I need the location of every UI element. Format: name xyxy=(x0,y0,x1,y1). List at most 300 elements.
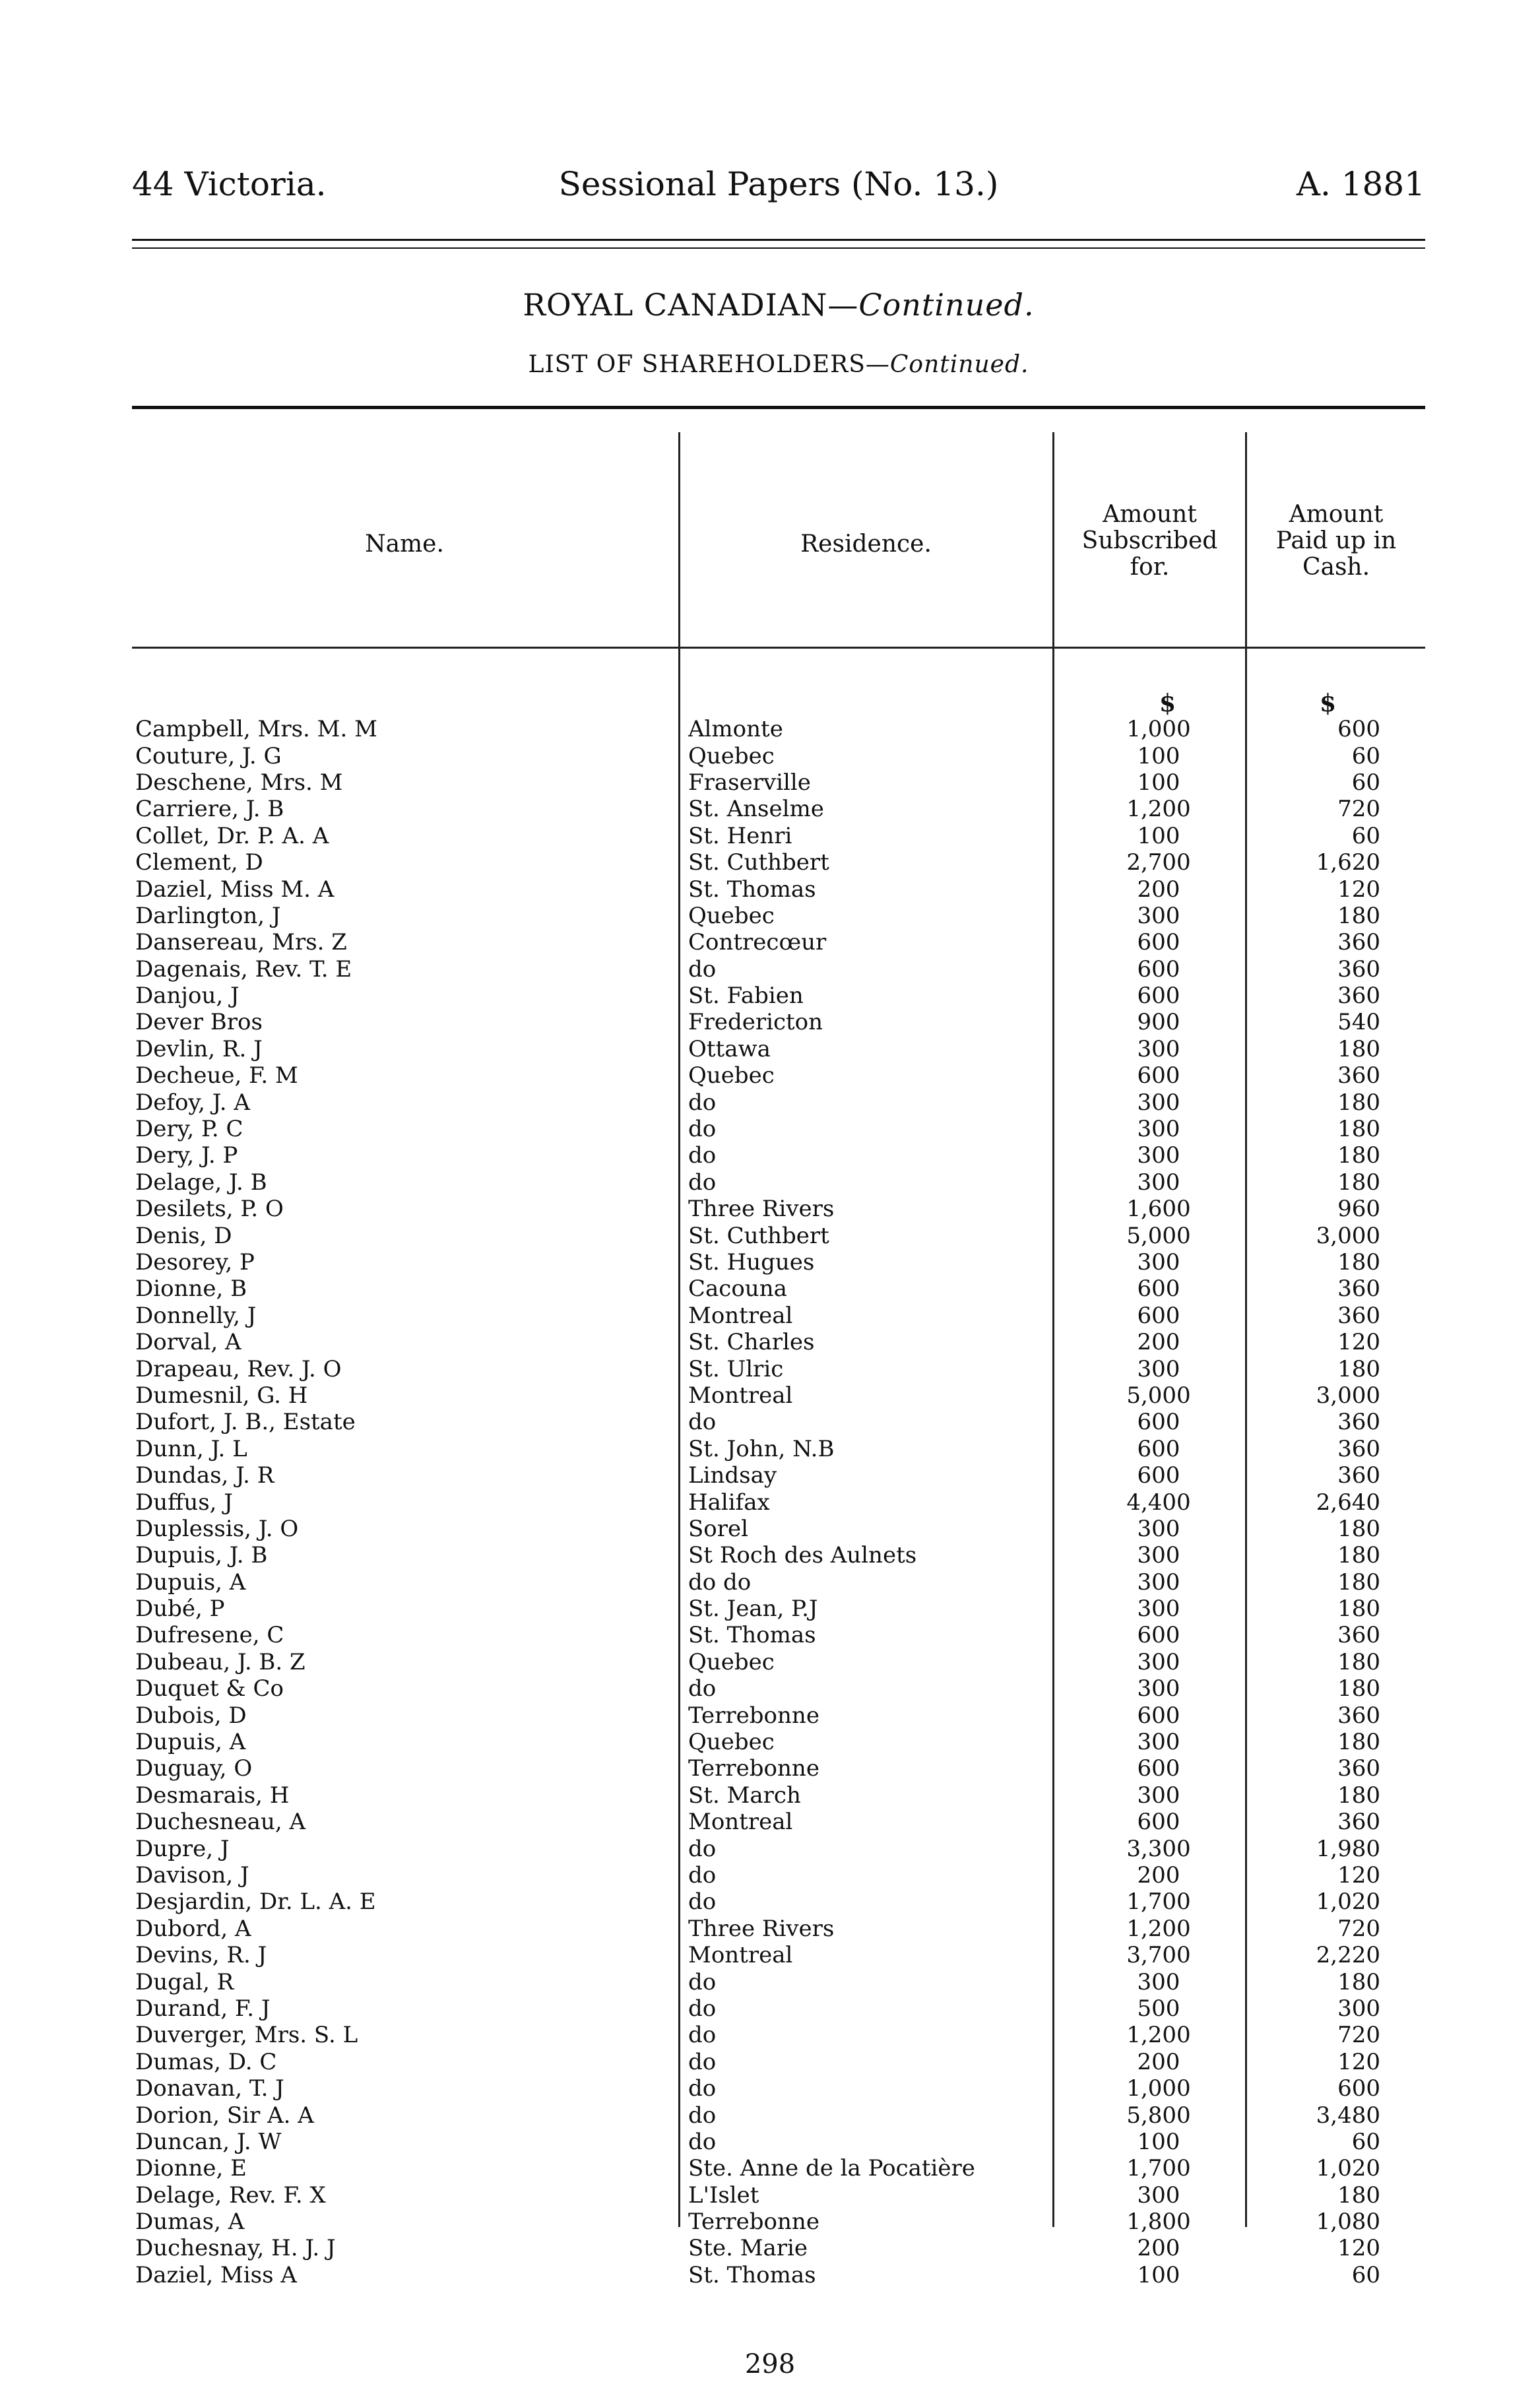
shareholder-name: Desilets, P. O xyxy=(135,1196,284,1223)
table-row xyxy=(132,2235,1380,2261)
amount-paid: 180 xyxy=(1337,1249,1380,1276)
table-row xyxy=(132,1303,1380,1329)
amount-subscribed: 600 xyxy=(1137,1462,1180,1489)
table-row xyxy=(132,1089,1380,1115)
table-row xyxy=(132,1835,1380,1861)
shareholders-table-body xyxy=(132,716,1380,2288)
table-row xyxy=(132,1222,1380,1248)
shareholder-residence: do xyxy=(688,955,717,983)
amount-paid: 1,620 xyxy=(1316,849,1380,876)
shareholder-name: Duchesnay, H. J. J xyxy=(135,2235,336,2262)
shareholder-residence: L'Islet xyxy=(688,2181,759,2209)
amount-subscribed: 200 xyxy=(1137,1861,1180,1889)
subscribed-header-line2: Subscribed xyxy=(1081,527,1218,554)
shareholder-name: Clement, D xyxy=(135,849,263,876)
amount-paid: 1,080 xyxy=(1316,2209,1380,2236)
amount-subscribed: 100 xyxy=(1137,2128,1180,2155)
amount-subscribed: 300 xyxy=(1137,1116,1180,1143)
shareholder-name: Dionne, E xyxy=(135,2155,247,2182)
amount-subscribed: 300 xyxy=(1137,1648,1180,1675)
amount-paid: 120 xyxy=(1337,2048,1380,2075)
shareholder-residence: Quebec xyxy=(688,1648,775,1675)
amount-subscribed: 300 xyxy=(1137,1782,1180,1809)
shareholder-residence: do xyxy=(688,1835,717,1862)
shareholder-name: Duverger, Mrs. S. L xyxy=(135,2022,358,2049)
shareholder-name: Dionne, B xyxy=(135,1276,247,1303)
shareholder-residence: Ste. Anne de la Pocatière xyxy=(688,2155,975,2182)
shareholder-residence: Three Rivers xyxy=(688,1196,835,1223)
table-row xyxy=(132,956,1380,983)
column-header-subscribed xyxy=(1054,501,1245,581)
shareholder-name: Delage, J. B xyxy=(135,1169,267,1196)
shareholder-residence: St. Fabien xyxy=(688,983,804,1010)
shareholder-residence: St. Cuthbert xyxy=(688,849,829,876)
amount-subscribed: 600 xyxy=(1137,983,1180,1010)
shareholder-residence: St. John, N.B xyxy=(688,1435,835,1462)
amount-subscribed: 1,600 xyxy=(1126,1196,1191,1223)
shareholder-residence: do do xyxy=(688,1568,752,1596)
shareholder-residence: St. Henri xyxy=(688,822,792,849)
table-row xyxy=(132,1009,1380,1035)
table-row xyxy=(132,1116,1380,1142)
amount-subscribed: 1,700 xyxy=(1126,1889,1191,1916)
amount-subscribed: 600 xyxy=(1137,1276,1180,1303)
amount-paid: 60 xyxy=(1351,2261,1380,2288)
shareholder-residence: Montreal xyxy=(688,1382,793,1409)
amount-subscribed: 600 xyxy=(1137,1062,1180,1089)
shareholder-name: Donnelly, J xyxy=(135,1302,257,1329)
table-row xyxy=(132,2049,1380,2075)
shareholder-name: Darlington, J xyxy=(135,902,281,929)
shareholder-name: Dagenais, Rev. T. E xyxy=(135,955,352,983)
amount-paid: 720 xyxy=(1337,2022,1380,2049)
shareholder-name: Dumas, A xyxy=(135,2209,245,2236)
header-sessional-papers: Sessional Papers (No. 13.) xyxy=(558,165,999,203)
amount-paid: 180 xyxy=(1337,1116,1380,1143)
amount-paid: 360 xyxy=(1337,955,1380,983)
amount-subscribed: 500 xyxy=(1137,1995,1180,2022)
shareholder-residence: St. Ulric xyxy=(688,1355,784,1382)
shareholder-name: Dubois, D xyxy=(135,1702,247,1729)
table-row xyxy=(132,1862,1380,1889)
table-row xyxy=(132,849,1380,876)
amount-subscribed: 4,400 xyxy=(1126,1489,1191,1516)
page-title: ROYAL CANADIAN—Continued. xyxy=(523,287,1035,323)
amount-paid: 360 xyxy=(1337,1755,1380,1782)
amount-paid: 720 xyxy=(1337,1915,1380,1942)
shareholder-residence: Montreal xyxy=(688,1302,793,1329)
amount-subscribed: 5,000 xyxy=(1126,1222,1191,1249)
shareholder-name: Duffus, J xyxy=(135,1489,233,1516)
amount-paid: 180 xyxy=(1337,1515,1380,1542)
shareholder-name: Dorion, Sir A. A xyxy=(135,2102,314,2129)
shareholder-name: Decheue, F. M xyxy=(135,1062,298,1089)
paid-header-line3: Cash. xyxy=(1302,554,1370,581)
amount-subscribed: 200 xyxy=(1137,2235,1180,2262)
amount-subscribed: 3,700 xyxy=(1126,1942,1191,1969)
shareholder-name: Denis, D xyxy=(135,1222,232,1249)
paid-header-line2: Paid up in xyxy=(1275,527,1397,554)
table-row xyxy=(132,769,1380,796)
amount-paid: 540 xyxy=(1337,1009,1380,1036)
shareholder-name: Defoy, J. A xyxy=(135,1089,250,1116)
amount-paid: 720 xyxy=(1337,796,1380,823)
amount-subscribed: 300 xyxy=(1137,2181,1180,2209)
table-row xyxy=(132,1649,1380,1675)
header-body-rule xyxy=(132,647,1425,649)
shareholder-name: Dupre, J xyxy=(135,1835,230,1862)
table-row xyxy=(132,983,1380,1009)
shareholder-residence: Fredericton xyxy=(688,1009,823,1036)
amount-subscribed: 5,800 xyxy=(1126,2102,1191,2129)
shareholder-residence: St. Cuthbert xyxy=(688,1222,829,1249)
amount-subscribed: 100 xyxy=(1137,742,1180,769)
table-row xyxy=(132,1542,1380,1568)
shareholder-residence: St. Thomas xyxy=(688,876,816,903)
amount-subscribed: 600 xyxy=(1137,1809,1180,1836)
shareholder-residence: do xyxy=(688,1675,717,1702)
table-row xyxy=(132,1489,1380,1515)
currency-subscribed: $ xyxy=(1159,690,1176,717)
page-subtitle: LIST OF SHAREHOLDERS—Continued. xyxy=(528,351,1029,378)
amount-paid: 600 xyxy=(1337,716,1380,743)
header-year: A. 1881 xyxy=(1296,165,1425,203)
shareholder-residence: do xyxy=(688,2022,717,2049)
amount-paid: 120 xyxy=(1337,1861,1380,1889)
shareholder-name: Deschene, Mrs. M xyxy=(135,769,343,796)
shareholder-residence: St. Anselme xyxy=(688,796,824,823)
shareholder-name: Dunn, J. L xyxy=(135,1435,247,1462)
shareholder-name: Donavan, T. J xyxy=(135,2075,284,2102)
amount-paid: 60 xyxy=(1351,822,1380,849)
shareholder-name: Desmarais, H xyxy=(135,1782,290,1809)
amount-subscribed: 1,800 xyxy=(1126,2209,1191,2236)
amount-subscribed: 200 xyxy=(1137,1329,1180,1356)
table-row xyxy=(132,1436,1380,1462)
shareholder-name: Desorey, P xyxy=(135,1249,255,1276)
shareholder-residence: do xyxy=(688,1409,717,1436)
shareholder-residence: St. Hugues xyxy=(688,1249,815,1276)
shareholder-residence: Quebec xyxy=(688,1062,775,1089)
column-header-paid xyxy=(1247,501,1425,581)
shareholder-name: Devlin, R. J xyxy=(135,1035,263,1062)
table-row xyxy=(132,1622,1380,1648)
shareholder-name: Dupuis, A xyxy=(135,1568,246,1596)
amount-paid: 1,020 xyxy=(1316,1889,1380,1916)
amount-subscribed: 600 xyxy=(1137,1302,1180,1329)
amount-paid: 180 xyxy=(1337,1035,1380,1062)
table-row xyxy=(132,2181,1380,2208)
shareholder-residence: St. Thomas xyxy=(688,2261,816,2288)
subtitle-suffix: Continued. xyxy=(889,351,1029,378)
shareholder-residence: St Roch des Aulnets xyxy=(688,1542,917,1569)
shareholder-residence: Cacouna xyxy=(688,1276,787,1303)
shareholder-name: Daziel, Miss A xyxy=(135,2261,297,2288)
shareholder-residence: do xyxy=(688,1995,717,2022)
shareholder-name: Duplessis, J. O xyxy=(135,1515,299,1542)
shareholder-name: Daziel, Miss M. A xyxy=(135,876,335,903)
table-row xyxy=(132,876,1380,902)
amount-subscribed: 300 xyxy=(1137,1355,1180,1382)
shareholder-name: Dundas, J. R xyxy=(135,1462,274,1489)
subtitle-main: LIST OF SHAREHOLDERS xyxy=(528,351,866,378)
shareholder-name: Devins, R. J xyxy=(135,1942,267,1969)
shareholder-name: Duquet & Co xyxy=(135,1675,284,1702)
shareholder-name: Duncan, J. W xyxy=(135,2128,282,2155)
table-row xyxy=(132,1809,1380,1835)
shareholder-name: Dorval, A xyxy=(135,1329,241,1356)
table-row xyxy=(132,1276,1380,1302)
amount-subscribed: 300 xyxy=(1137,1968,1180,1995)
table-row xyxy=(132,1196,1380,1222)
amount-subscribed: 1,000 xyxy=(1126,2075,1191,2102)
page-number: 298 xyxy=(744,2349,796,2379)
amount-paid: 120 xyxy=(1337,876,1380,903)
header-rule-bottom xyxy=(132,247,1425,249)
shareholder-name: Dubord, A xyxy=(135,1915,251,1942)
table-top-rule xyxy=(132,406,1425,409)
shareholder-name: Duguay, O xyxy=(135,1755,253,1782)
shareholder-residence: Contrecœur xyxy=(688,929,827,956)
amount-paid: 180 xyxy=(1337,1648,1380,1675)
amount-subscribed: 1,700 xyxy=(1126,2155,1191,2182)
shareholder-residence: St. March xyxy=(688,1782,801,1809)
shareholder-residence: Ottawa xyxy=(688,1035,771,1062)
header-rule-top xyxy=(132,239,1425,241)
amount-paid: 960 xyxy=(1337,1196,1380,1223)
table-row xyxy=(132,1942,1380,1968)
table-row xyxy=(132,903,1380,929)
shareholder-residence: do xyxy=(688,2075,717,2102)
amount-paid: 360 xyxy=(1337,1302,1380,1329)
shareholder-residence: St. Thomas xyxy=(688,1622,816,1649)
shareholder-name: Dugal, R xyxy=(135,1968,234,1995)
table-row xyxy=(132,1782,1380,1809)
shareholder-name: Dubé, P xyxy=(135,1596,225,1623)
amount-paid: 3,480 xyxy=(1316,2102,1380,2129)
shareholder-residence: do xyxy=(688,1089,717,1116)
table-row xyxy=(132,2155,1380,2181)
amount-paid: 120 xyxy=(1337,2235,1380,2262)
shareholder-residence: St. Charles xyxy=(688,1329,815,1356)
table-row xyxy=(132,1755,1380,1782)
amount-subscribed: 300 xyxy=(1137,1515,1180,1542)
table-row xyxy=(132,1516,1380,1542)
shareholder-residence: Terrebonne xyxy=(688,1755,819,1782)
shareholder-name: Collet, Dr. P. A. A xyxy=(135,822,329,849)
title-main: ROYAL CANADIAN xyxy=(523,287,828,323)
table-row xyxy=(132,1916,1380,1942)
amount-paid: 60 xyxy=(1351,2128,1380,2155)
amount-paid: 360 xyxy=(1337,1702,1380,1729)
amount-paid: 360 xyxy=(1337,1435,1380,1462)
shareholder-residence: do xyxy=(688,1861,717,1889)
shareholder-residence: Terrebonne xyxy=(688,1702,819,1729)
table-row xyxy=(132,1675,1380,1702)
amount-subscribed: 2,700 xyxy=(1126,849,1191,876)
shareholder-name: Dery, J. P xyxy=(135,1142,238,1169)
amount-paid: 180 xyxy=(1337,1089,1380,1116)
table-row xyxy=(132,2022,1380,2048)
amount-paid: 300 xyxy=(1337,1995,1380,2022)
shareholder-name: Desjardin, Dr. L. A. E xyxy=(135,1889,376,1916)
shareholder-residence: Almonte xyxy=(688,716,783,743)
shareholders-table xyxy=(132,716,1380,2288)
amount-paid: 180 xyxy=(1337,1596,1380,1623)
shareholder-name: Dansereau, Mrs. Z xyxy=(135,929,347,956)
column-header-name: Name. xyxy=(365,531,444,558)
amount-subscribed: 900 xyxy=(1137,1009,1180,1036)
amount-paid: 180 xyxy=(1337,1675,1380,1702)
shareholder-name: Durand, F. J xyxy=(135,1995,271,2022)
shareholder-name: Dumesnil, G. H xyxy=(135,1382,308,1409)
shareholder-residence: Quebec xyxy=(688,902,775,929)
shareholder-residence: Montreal xyxy=(688,1942,793,1969)
amount-paid: 360 xyxy=(1337,1622,1380,1649)
amount-paid: 180 xyxy=(1337,2181,1380,2209)
table-row xyxy=(132,2209,1380,2235)
amount-paid: 360 xyxy=(1337,1276,1380,1303)
amount-subscribed: 300 xyxy=(1137,1035,1180,1062)
amount-subscribed: 1,200 xyxy=(1126,796,1191,823)
amount-subscribed: 1,200 xyxy=(1126,2022,1191,2049)
amount-subscribed: 300 xyxy=(1137,1729,1180,1756)
shareholder-name: Campbell, Mrs. M. M xyxy=(135,716,377,743)
shareholder-name: Drapeau, Rev. J. O xyxy=(135,1355,342,1382)
column-header-residence: Residence. xyxy=(800,531,932,558)
table-row xyxy=(132,1596,1380,1622)
shareholder-residence: do xyxy=(688,1968,717,1995)
shareholder-name: Duchesneau, A xyxy=(135,1809,306,1836)
amount-subscribed: 300 xyxy=(1137,902,1180,929)
amount-paid: 360 xyxy=(1337,929,1380,956)
table-row xyxy=(132,2075,1380,2102)
shareholder-residence: St. Jean, P.J xyxy=(688,1596,818,1623)
table-row xyxy=(132,1409,1380,1435)
amount-subscribed: 300 xyxy=(1137,1675,1180,1702)
amount-subscribed: 5,000 xyxy=(1126,1382,1191,1409)
amount-subscribed: 300 xyxy=(1137,1568,1180,1596)
shareholder-name: Danjou, J xyxy=(135,983,240,1010)
shareholder-residence: Quebec xyxy=(688,1729,775,1756)
table-row xyxy=(132,1968,1380,1995)
shareholder-name: Dubeau, J. B. Z xyxy=(135,1648,305,1675)
subscribed-header-line1: Amount xyxy=(1103,501,1197,528)
shareholder-name: Dupuis, A xyxy=(135,1729,246,1756)
shareholder-residence: Montreal xyxy=(688,1809,793,1836)
shareholder-residence: Three Rivers xyxy=(688,1915,835,1942)
shareholder-residence: do xyxy=(688,1889,717,1916)
shareholder-residence: Sorel xyxy=(688,1515,749,1542)
shareholder-residence: do xyxy=(688,1142,717,1169)
amount-subscribed: 3,300 xyxy=(1126,1835,1191,1862)
shareholder-name: Dupuis, J. B xyxy=(135,1542,268,1569)
amount-subscribed: 100 xyxy=(1137,2261,1180,2288)
table-row xyxy=(132,1036,1380,1062)
shareholder-name: Carriere, J. B xyxy=(135,796,284,823)
table-row xyxy=(132,1462,1380,1489)
shareholder-name: Couture, J. G xyxy=(135,742,282,769)
shareholder-residence: do xyxy=(688,1169,717,1196)
amount-paid: 180 xyxy=(1337,1542,1380,1569)
table-row xyxy=(132,2129,1380,2155)
amount-subscribed: 300 xyxy=(1137,1089,1180,1116)
currency-paid: $ xyxy=(1320,690,1337,717)
amount-paid: 2,220 xyxy=(1316,1942,1380,1969)
amount-subscribed: 600 xyxy=(1137,1409,1180,1436)
shareholder-name: Dery, P. C xyxy=(135,1116,243,1143)
table-row xyxy=(132,1889,1380,1915)
shareholder-name: Davison, J xyxy=(135,1861,249,1889)
shareholder-residence: Lindsay xyxy=(688,1462,777,1489)
amount-subscribed: 300 xyxy=(1137,1249,1180,1276)
table-row xyxy=(132,2262,1380,2288)
amount-paid: 180 xyxy=(1337,1782,1380,1809)
amount-subscribed: 600 xyxy=(1137,1702,1180,1729)
amount-subscribed: 1,200 xyxy=(1126,1915,1191,1942)
shareholder-name: Dumas, D. C xyxy=(135,2048,277,2075)
running-header xyxy=(132,165,1425,211)
shareholder-name: Dever Bros xyxy=(135,1009,263,1036)
amount-paid: 360 xyxy=(1337,1409,1380,1436)
table-row xyxy=(132,1355,1380,1382)
paid-header-line1: Amount xyxy=(1289,501,1384,528)
table-row xyxy=(132,716,1380,742)
amount-paid: 60 xyxy=(1351,769,1380,796)
amount-subscribed: 200 xyxy=(1137,2048,1180,2075)
table-row xyxy=(132,929,1380,955)
shareholder-residence: Ste. Marie xyxy=(688,2235,808,2262)
amount-subscribed: 600 xyxy=(1137,929,1180,956)
table-row xyxy=(132,742,1380,769)
amount-subscribed: 300 xyxy=(1137,1596,1180,1623)
table-row xyxy=(132,1329,1380,1355)
table-row xyxy=(132,1995,1380,2022)
amount-paid: 180 xyxy=(1337,1729,1380,1756)
table-row xyxy=(132,1729,1380,1755)
amount-subscribed: 300 xyxy=(1137,1142,1180,1169)
amount-subscribed: 300 xyxy=(1137,1169,1180,1196)
amount-paid: 180 xyxy=(1337,1142,1380,1169)
shareholder-residence: Terrebonne xyxy=(688,2209,819,2236)
table-row xyxy=(132,1569,1380,1596)
title-suffix: Continued. xyxy=(858,287,1035,323)
shareholder-name: Dufresene, C xyxy=(135,1622,284,1649)
amount-paid: 180 xyxy=(1337,1169,1380,1196)
amount-paid: 2,640 xyxy=(1316,1489,1380,1516)
amount-paid: 1,020 xyxy=(1316,2155,1380,2182)
amount-paid: 600 xyxy=(1337,2075,1380,2102)
table-row xyxy=(132,1702,1380,1728)
table-row xyxy=(132,796,1380,822)
table-row xyxy=(132,1142,1380,1169)
amount-subscribed: 1,000 xyxy=(1126,716,1191,743)
shareholder-residence: do xyxy=(688,2128,717,2155)
amount-subscribed: 300 xyxy=(1137,1542,1180,1569)
shareholder-name: Delage, Rev. F. X xyxy=(135,2181,326,2209)
amount-paid: 180 xyxy=(1337,1355,1380,1382)
table-row xyxy=(132,823,1380,849)
shareholder-residence: do xyxy=(688,1116,717,1143)
subscribed-header-line3: for. xyxy=(1130,554,1170,581)
amount-paid: 3,000 xyxy=(1316,1222,1380,1249)
amount-paid: 180 xyxy=(1337,902,1380,929)
table-row xyxy=(132,1169,1380,1196)
amount-subscribed: 600 xyxy=(1137,955,1180,983)
amount-paid: 1,980 xyxy=(1316,1835,1380,1862)
amount-paid: 360 xyxy=(1337,983,1380,1010)
amount-paid: 360 xyxy=(1337,1809,1380,1836)
